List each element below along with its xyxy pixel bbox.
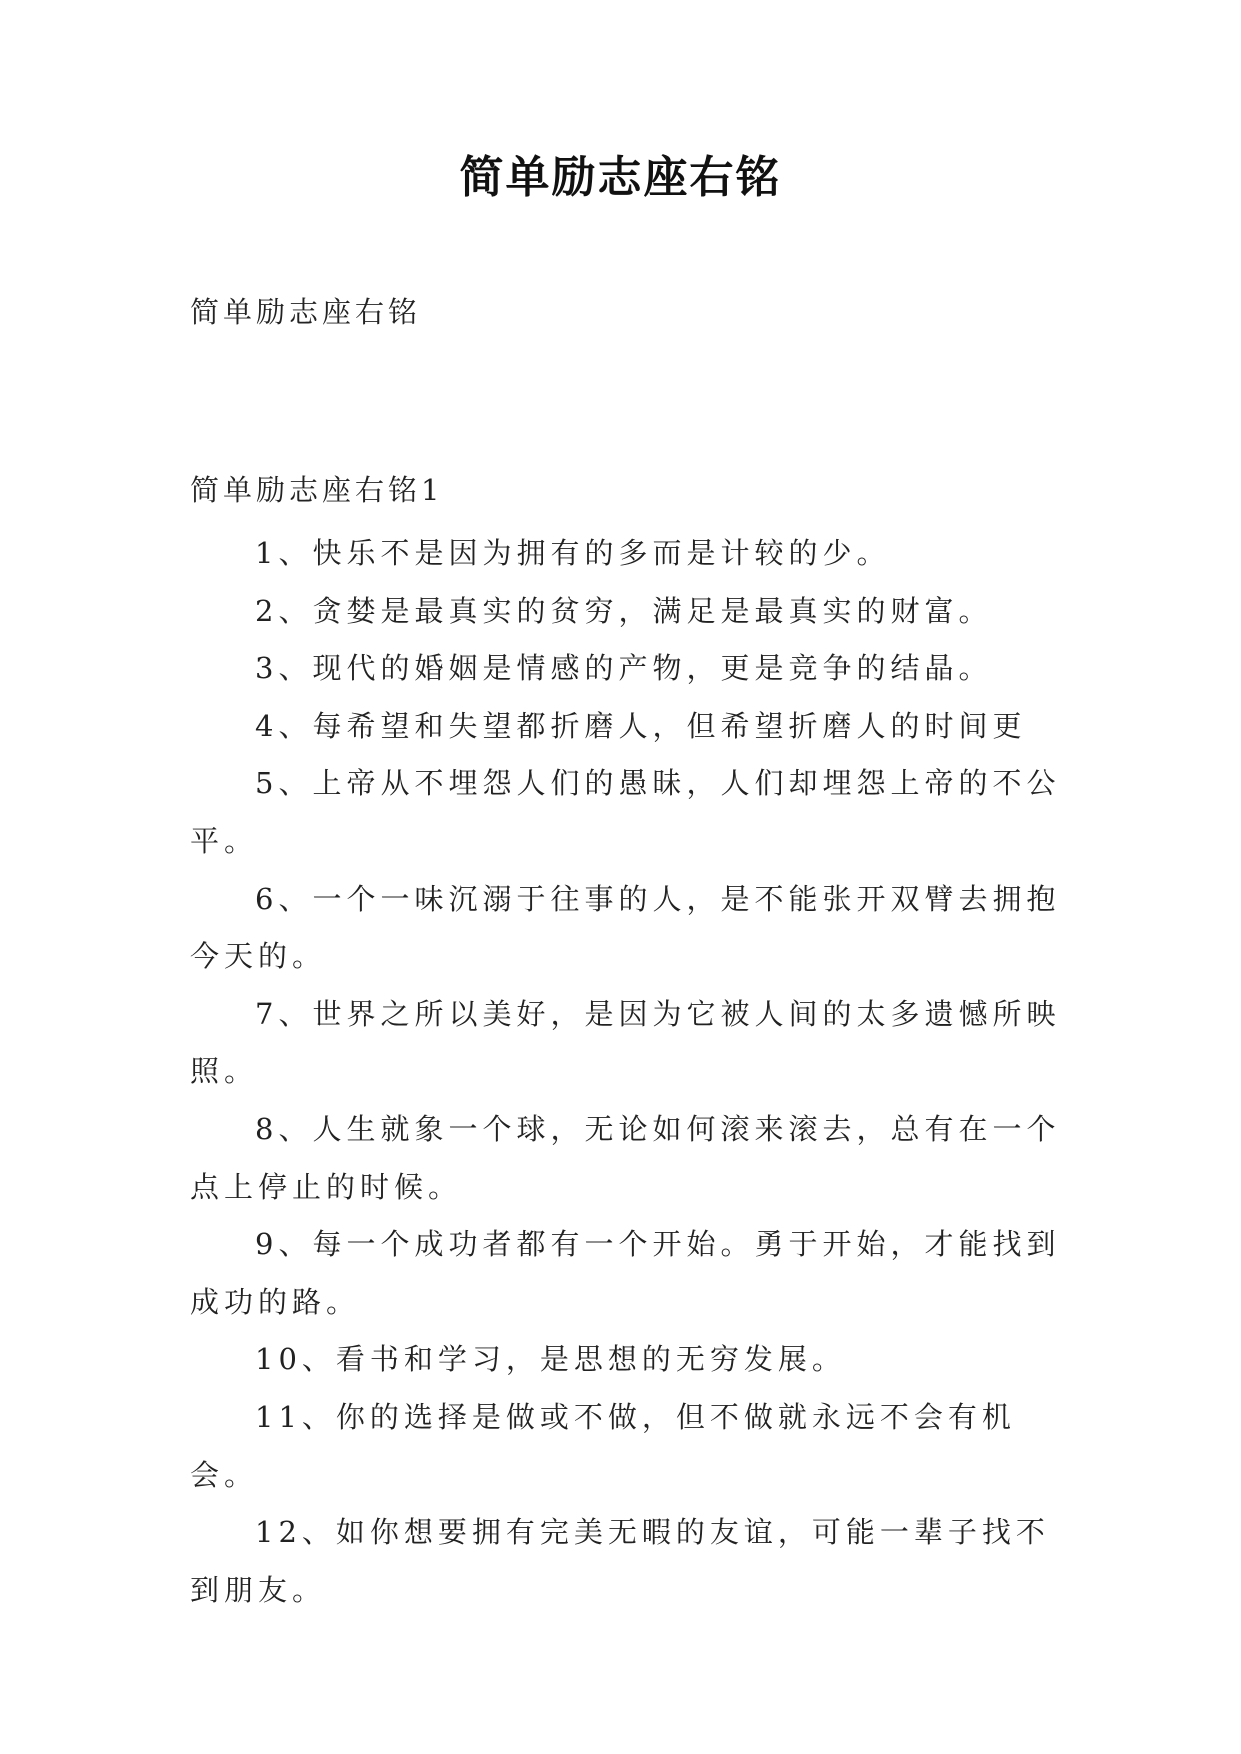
list-item: 2、贪婪是最真实的贫穷，满足是最真实的财富。 <box>255 593 993 628</box>
document-title: 简单励志座右铭 <box>459 152 782 203</box>
list-item: 11、你的选择是做或不做，但不做就永远不会有机会。 <box>190 1399 1016 1492</box>
list-item: 6、一个一味沉溺于往事的人，是不能张开双臂去拥抱今天的。 <box>190 881 1061 974</box>
document-subtitle: 简单励志座右铭 <box>190 295 422 329</box>
section-heading: 简单励志座右铭1 <box>190 473 444 507</box>
list-item: 1、快乐不是因为拥有的多而是计较的少。 <box>255 536 891 570</box>
list-item: 9、每一个成功者都有一个开始。勇于开始，才能找到成功的路。 <box>190 1227 1061 1319</box>
list-item: 5、上帝从不埋怨人们的愚昧，人们却埋怨上帝的不公平。 <box>190 766 1061 858</box>
list-item: 10、看书和学习，是思想的无穷发展。 <box>255 1342 846 1377</box>
list-item: 12、如你想要拥有完美无暇的友谊，可能一辈子找不到朋友。 <box>190 1515 1050 1607</box>
list-item: 3、现代的婚姻是情感的产物，更是竞争的结晶。 <box>255 651 993 686</box>
motto-list <box>190 525 1065 1619</box>
list-item: 4、每希望和失望都折磨人，但希望折磨人的时间更 <box>255 708 1027 743</box>
list-item: 7、世界之所以美好，是因为它被人间的太多遗憾所映照。 <box>190 996 1061 1089</box>
list-item: 8、人生就象一个球，无论如何滚来滚去，总有在一个点上停止的时候。 <box>190 1111 1061 1204</box>
